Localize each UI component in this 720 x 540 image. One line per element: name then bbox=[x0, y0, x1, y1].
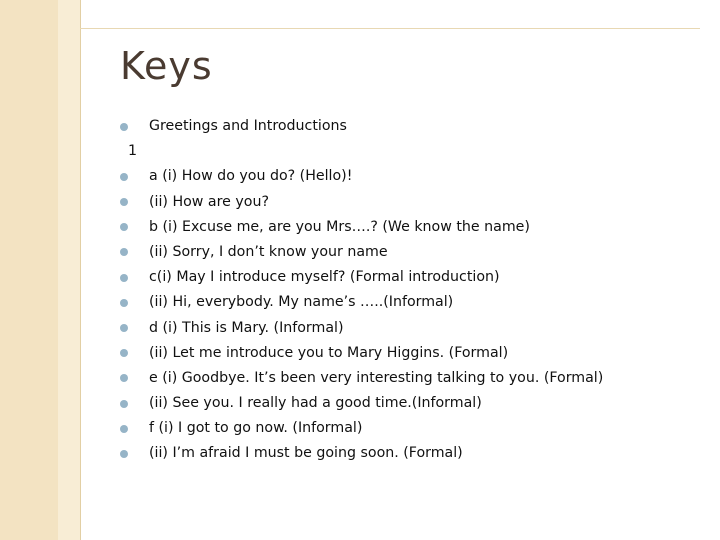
list-item-text: (ii) See you. I really had a good time.(Informal) bbox=[149, 395, 482, 412]
list-item bbox=[112, 139, 712, 164]
list-item-text: (ii) Sorry, I don’t know your name bbox=[149, 243, 388, 260]
list-item bbox=[112, 316, 712, 341]
left-decorative-band bbox=[0, 0, 81, 540]
list-item bbox=[112, 391, 712, 416]
list-item-text: Greetings and Introductions bbox=[149, 118, 347, 134]
list-item-text: (ii) Let me introduce you to Mary Higgins. (Formal) bbox=[149, 344, 509, 361]
bullet-icon bbox=[120, 400, 128, 408]
list-item-text: b (i) Excuse me, are you Mrs….? (We know the name) bbox=[149, 218, 530, 235]
list-item-text: a (i) How do you do? (Hello)! bbox=[149, 168, 353, 185]
list-item bbox=[112, 265, 712, 290]
slide-title: Keys bbox=[120, 44, 213, 88]
left-band-shade bbox=[0, 0, 58, 540]
list-item bbox=[112, 190, 712, 215]
bullet-icon bbox=[120, 198, 128, 206]
bullet-icon bbox=[120, 274, 128, 282]
list-item bbox=[112, 366, 712, 391]
list-item bbox=[112, 240, 712, 265]
bullet-icon bbox=[120, 223, 128, 231]
list-item-text: (ii) Hi, everybody. My name’s …..(Informal) bbox=[149, 294, 454, 311]
list-item-text: e (i) Goodbye. It’s been very interesting talking to you. (Formal) bbox=[149, 369, 604, 386]
list-item-text: f (i) I got to go now. (Informal) bbox=[149, 420, 363, 437]
list-item bbox=[112, 341, 712, 366]
list-item-text: c(i) May I introduce myself? (Formal introduction) bbox=[149, 269, 500, 286]
bullet-icon bbox=[120, 349, 128, 357]
bullet-icon bbox=[120, 123, 128, 131]
list-item bbox=[112, 441, 712, 466]
list-item-text: (ii) I’m afraid I must be going soon. (Formal) bbox=[149, 445, 463, 462]
bullet-icon bbox=[120, 248, 128, 256]
list-item-text: (ii) How are you? bbox=[149, 193, 269, 210]
list-item-text: 1 bbox=[128, 143, 138, 160]
bullet-icon bbox=[120, 450, 128, 458]
bullet-icon bbox=[120, 425, 128, 433]
list-item-text: d (i) This is Mary. (Informal) bbox=[149, 319, 344, 336]
bullet-icon bbox=[120, 173, 128, 181]
bullet-icon bbox=[120, 324, 128, 332]
header-divider bbox=[80, 28, 700, 29]
bullet-icon bbox=[120, 299, 128, 307]
list-item bbox=[112, 416, 712, 441]
list-item bbox=[112, 114, 712, 139]
bullet-list bbox=[112, 114, 712, 467]
list-item bbox=[112, 290, 712, 315]
bullet-icon bbox=[120, 374, 128, 382]
list-item bbox=[112, 215, 712, 240]
list-item bbox=[112, 164, 712, 189]
